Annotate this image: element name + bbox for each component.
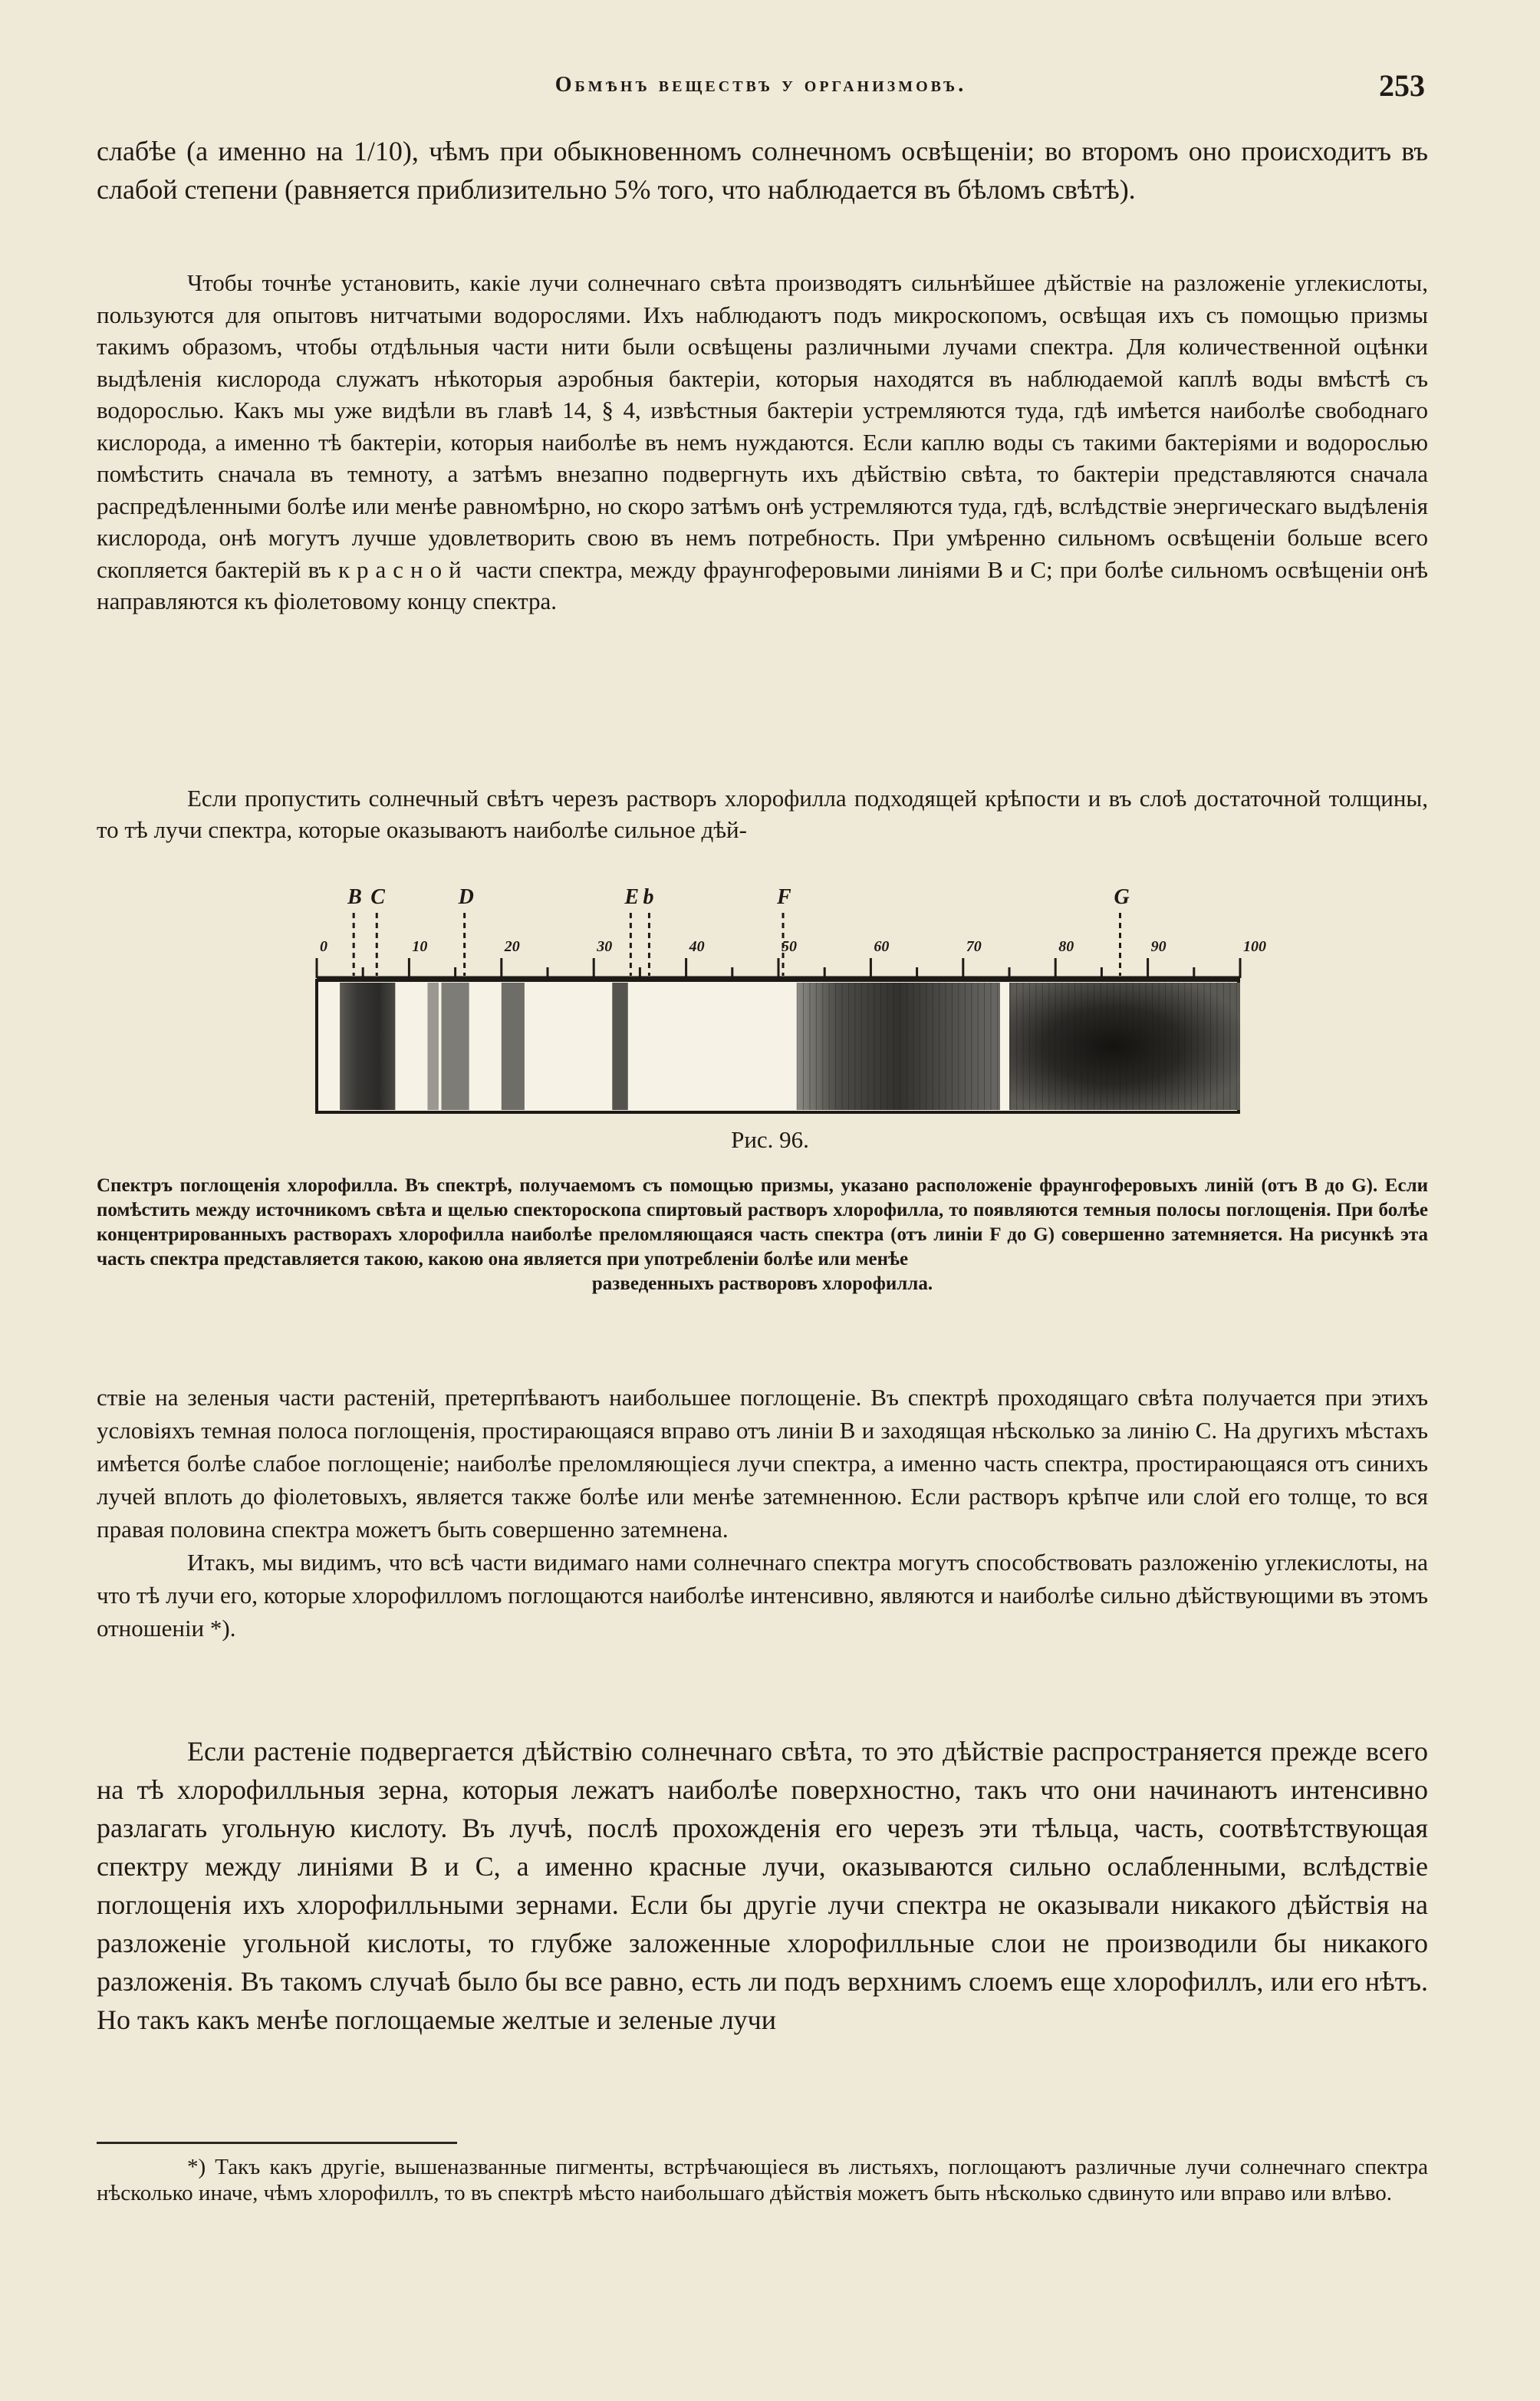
spectrum-figure [303,874,1266,1143]
footnote-rule [97,2142,457,2144]
paragraph-2-part-a: Чтобы точнѣе установить, какіе лучи солнечнаго свѣта производятъ сильнѣйшее дѣйствіе на разложеніе углекислоты, пользуются для опытовъ нитчатыми водорослями. Ихъ наблюдаютъ подъ микроскопомъ, освѣщая ихъ съ помощью призмы такимъ образомъ, чтобы отдѣльныя части нити были освѣщены различными лучами спектра. Для количественной оцѣнки выдѣленія кислорода служатъ нѣкоторыя аэробныя бактеріи, которыя находятся въ наблюдаемой каплѣ воды вмѣстѣ съ водорослью. Какъ мы уже видѣли въ главѣ 14, § 4, извѣстныя бактеріи устремляются туда, гдѣ имѣется наиболѣе свободнаго кислорода, а именно тѣ бактеріи, которыя наиболѣе въ немъ нуждаются. Если каплю воды съ такими бактеріями и водорослью помѣстить сначала въ темноту, а затѣмъ внезапно подвергнуть ихъ дѣйствію свѣта, то бактеріи представляются сначала распредѣленными болѣе или менѣе равномѣрно, но скоро затѣмъ онѣ устремляются туда, гдѣ, вслѣдствіе энергическаго выдѣленія кислорода, онѣ могутъ лучше удовлетворить свою въ немъ потребность. При умѣренно сильномъ освѣщеніи больше всего скопляется бактерій въ [97,269,1428,583]
footnote [97,2154,1428,2206]
fraunhofer-letter: C [370,885,385,909]
scale-labels [320,938,1266,955]
scale-label: 30 [597,938,613,955]
scale-label: 70 [966,938,982,955]
figure-caption-last-line: разведенныхъ растворовъ хлорофилла. [591,1273,933,1294]
fraunhofer-line-letters [347,885,1130,909]
fraunhofer-line-marks [354,913,1120,976]
absorption-band [502,983,525,1110]
paragraph-3-continued [97,1381,1428,1645]
scale-label: 0 [320,938,327,955]
paragraph-5 [97,1732,1428,2039]
scale-label: 20 [504,938,520,955]
fraunhofer-letter: G [1114,885,1130,909]
page-number: 253 [1379,68,1425,103]
paragraph-2-text [97,267,1428,618]
scale-label: 10 [412,938,428,955]
running-title: Обмѣнъ веществъ у организмовъ. [554,73,967,97]
paragraph-5-text: Если растеніе подвергается дѣйствію солнечнаго свѣта, то это дѣйствіе распространяется прежде всего на тѣ хлорофилльныя зерна, которыя лежатъ наиболѣе поверхностно, такъ что они начинаютъ интенсивно разлагать угольную кислоту. Въ лучѣ, послѣ прохожденія его черезъ эти тѣльца, часть, соотвѣтствующая спектру между линіями B и C, а именно красные лучи, оказываются сильно ослабленными, вслѣдствіе поглощенія ихъ хлорофилльными зернами. Если бы другіе лучи спектра не оказывали никакого дѣйствія на разложеніе угольной кислоты, то глубже заложенные хлорофилльные слои не производили бы никакого разложенія. Въ такомъ случаѣ было бы все равно, есть ли подъ верхнимъ слоемъ еще хлорофиллъ, или его нѣтъ. Но такъ какъ менѣе поглощаемые желтые и зеленые лучи [97,1736,1428,2035]
scale-label: 50 [782,938,797,955]
fraunhofer-letter: b [643,885,654,909]
absorption-band [797,983,1000,1110]
paragraph-3-cont-text: ствіе на зеленыя части растеній, претерпѣваютъ наибольшее поглощеніе. Въ спектрѣ проходящаго свѣта получается при этихъ условіяхъ темная полоса поглощенія, простирающаяся вправо отъ линіи B и заходящая нѣсколько за линію C. На другихъ мѣстахъ имѣется болѣе слабое поглощеніе; наиболѣе преломляющіеся лучи спектра, а именно часть спектра, простирающаяся отъ синихъ лучей вплоть до фіолетовыхъ, является также болѣе или менѣе затемненною. Если растворъ крѣпче или слой его толще, то вся правая половина спектра можетъ быть совершенно затемнена. [97,1384,1428,1543]
footnote-text: *) Такъ какъ другіе, вышеназванные пигменты, встрѣчающіеся въ листьяхъ, поглощаютъ различные лучи солнечнаго спектра нѣсколько иначе, чѣмъ хлорофиллъ, то въ спектрѣ мѣсто наибольшаго дѣйствія можетъ быть нѣсколько сдвинуто или вправо или влѣво. [97,2155,1428,2205]
fraunhofer-letter: E [624,885,640,909]
scale-label: 90 [1150,938,1167,955]
absorption-band [427,983,438,1110]
fraunhofer-letter: D [458,885,474,909]
figure-caption [97,1174,1428,1296]
scale-ticks [317,958,1240,978]
absorption-band [612,983,627,1110]
absorption-band [1009,983,1240,1110]
paragraph-3-start [97,782,1428,845]
absorption-band [340,983,395,1110]
paragraph-2-part-b: части спектра, между фраунгоферовыми линіями B и C; при болѣе сильномъ освѣщеніи онѣ направляются къ фіолетовому концу спектра. [97,555,1429,614]
scale-label: 100 [1243,938,1266,955]
paragraph-2 [97,267,1428,618]
figure-caption-text: Спектръ поглощенія хлорофилла. Въ спектрѣ, получаемомъ съ помощью призмы, указано расположеніе фраунгоферовыхъ линій (отъ B до G). Если помѣстить между источникомъ свѣта и щелью спектороскопа спиртовый растворъ хлорофилла, то появляются темныя полосы поглощенія. При болѣе концентрированныхъ растворахъ хлорофилла наиболѣе преломляющаяся часть спектра (отъ линіи F до G) совершенно затемняется. На рисункѣ эта часть спектра представляется такою, какою она является при употребленіи болѣе или менѣе [97,1175,1428,1270]
scale-label: 80 [1058,938,1074,955]
absorption-band [442,983,469,1110]
figure-label: Рис. 96. [731,1126,809,1153]
paragraph-1 [97,132,1428,209]
paragraph-1-text: слабѣе (а именно на 1/10), чѣмъ при обыкновенномъ солнечномъ освѣщеніи; во второмъ оно происходитъ въ слабой степени (равняется приблизительно 5% того, что наблюдается въ бѣломъ свѣтѣ). [97,136,1428,205]
paragraph-3-start-text: Если пропустить солнечный свѣтъ черезъ растворъ хлорофилла подходящей крѣпости и въ слоѣ достаточной толщины, то тѣ лучи спектра, которые оказываютъ наиболѣе сильное дѣй- [97,785,1428,843]
page-header [97,66,1425,104]
scale-label: 60 [874,938,890,955]
paragraph-4-text: Итакъ, мы видимъ, что всѣ части видимаго нами солнечнаго спектра могутъ способствовать разложенію углекислоты, на что тѣ лучи его, которые хлорофилломъ поглощаются наиболѣе интенсивно, являются и наиболѣе сильно дѣйствующими въ этомъ отношеніи *). [97,1549,1428,1642]
emphasized-word: красной [337,555,469,583]
spectrum-diagram [303,874,1266,1143]
scale-label: 40 [689,938,705,955]
fraunhofer-letter: F [777,885,791,909]
fraunhofer-letter: B [347,885,362,909]
